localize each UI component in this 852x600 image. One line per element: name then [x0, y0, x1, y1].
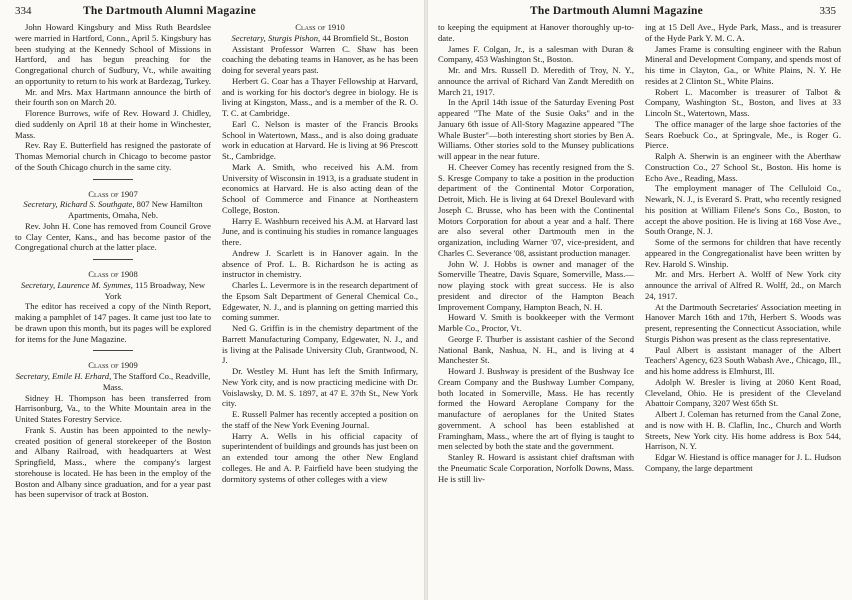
class-heading: Class of 1907	[88, 188, 138, 199]
paragraph: George F. Thurber is assistant cashier of the Second National Bank, Nashua, N. H., and is living at 4 Manchester St.	[438, 333, 634, 366]
secretary-address: 807 New Hamilton Apartments, Omaha, Neb.	[68, 199, 203, 220]
paragraph: Earl C. Nelson is master of the Francis Brooks School in Watertown, Mass., and is also doing graduate work in education at Harvard. He is living at 96 Prescott St., Cambridge.	[222, 118, 418, 161]
paragraph: H. Cheever Comey has recently resigned from the S. S. Kresge Company to take a position in the production department of the Continental Motor Corporation, Detroit, Mich. He is living at 64 Drexel Boulevard with Joseph C. Brusse, who has been with the Continental Motors Corporation for about a year and a half. There are also several other Dartmouth men in the organization, including Warner '07, vice-president, and Charles C. Severance '08, assistant production manager.	[438, 161, 634, 258]
paragraph: Harry A. Wells in his official capacity of superintendent of buildings and grounds has just been on an extended tour among the other New England colleges. He and A. P. Fairfield have been studying the dormitory systems of other colleges with a view	[222, 430, 418, 484]
class-secretary	[222, 33, 418, 44]
secretary-role: Secretary,	[15, 371, 50, 381]
divider	[93, 179, 133, 180]
paragraph: Andrew J. Scarlett is in Hanover again. In the absence of Prof. L. B. Richardson he is acting as instructor in chemistry.	[222, 247, 418, 280]
paragraph: to keeping the equipment at Hanover thoroughly up-to-date.	[438, 22, 634, 43]
paragraph: The editor has received a copy of the Ninth Report, making a pamphlet of 147 pages. It came just too late to be drawn upon this month, but its pages will be explored for items for the June Magazine.	[15, 301, 211, 344]
paragraph: Edgar W. Hiestand is office manager for J. L. Hudson Company, the large department	[645, 452, 841, 473]
paragraph: The office manager of the large shoe factories of the Sears Roebuck Co., at Springvale, Me., is Roger G. Pierce.	[645, 118, 841, 151]
paragraph: In the April 14th issue of the Saturday Evening Post appeared "The Mate of the Susie Oaks" and in the January 6th issue of All-Story Magazine appeared "The Whale Buster"—both interesting short stories by Ben A. Williams. Other stories sold to the Munsey publications will appear in the near future.	[438, 97, 634, 161]
secretary-name: Emile H. Erhard,	[52, 371, 112, 381]
paragraph: Frank S. Austin has been appointed to the newly-created position of general storekeeper of the Boston and Albany Railroad, with headquarters at West Springfield, Mass., where the company's largest storehouse is located. He has been in the employ of the Boston and Albany since graduation, and for a year past has been supervisor of track at Boston.	[15, 424, 211, 500]
paragraph: The employment manager of The Celluloid Co., Newark, N. J., is Everard S. Pratt, who recently resigned his position at William Filene's Sons Co., Boston, to accept the above position. He is living at 168 Vose Ave., South Orange, N. J.	[645, 183, 841, 237]
secretary-address: 44 Bromfield St., Boston	[322, 32, 409, 43]
right-page	[428, 0, 852, 600]
paragraph: Some of the sermons for children that have recently appeared in the Congregationalist have been written by Rev. Harold S. Winship.	[645, 237, 841, 269]
paragraph: Ned G. Griffin is in the chemistry department of the Barrett Manufacturing Company, Edgewater, N. J., and is living at the Palisade University Club, Grantwood, N. J.	[222, 323, 418, 366]
paragraph: Rev. Ray E. Butterfield has resigned the pastorate of Thomas Memorial church in Chicago to become pastor of the South Chicago church in the same city.	[15, 140, 211, 172]
paragraph: John W. J. Hobbs is owner and manager of the Somerville Theatre, Davis Square, Somerville, Mass.—now playing stock with great success. He is also president and director of the Hampton Beach Improvement Company, Hampton Beach, N. H.	[438, 258, 634, 312]
running-head-left	[15, 5, 414, 19]
magazine-title: The Dartmouth Alumni Magazine	[83, 5, 256, 17]
paragraph: Assistant Professor Warren C. Shaw has been coaching the debating teams in Hanover, as he has been doing for several years past.	[222, 43, 418, 75]
secretary-address: 115 Broadway, New York	[104, 279, 206, 301]
right-column-2	[645, 22, 841, 598]
divider	[93, 350, 133, 351]
paragraph: Mr. and Mrs. Max Hartmann announce the birth of their fourth son on March 20.	[15, 86, 211, 108]
class-secretary	[15, 199, 211, 221]
paragraph: Sidney H. Thompson has been transferred from Harrisonburg, Va., to the White Mountain area in the United States Forestry Service.	[15, 392, 211, 424]
left-page	[0, 0, 424, 600]
secretary-name: Richard S. Southgate,	[59, 199, 135, 210]
paragraph: Herbert G. Coar has a Thayer Fellowship at Harvard, and is working for his doctor's degree in biology. He is living at Kingston, Mass., and is a member of the R. O. T. C. at Cambridge.	[222, 75, 418, 118]
divider	[93, 259, 133, 260]
paragraph: Charles L. Levermore is in the research department of the Epsom Salt Department of General Chemical Co., Edgewater, N. J., and is planning on getting married this coming summer.	[222, 280, 418, 323]
paragraph: Florence Burrows, wife of Rev. Howard J. Chidley, died suddenly on April 18 at their home in Winchester, Mass.	[15, 108, 211, 140]
right-column-1	[438, 22, 634, 598]
class-secretary	[15, 280, 211, 302]
paragraph: James Frame is consulting engineer with the Rabun Mineral and Development Company, and spends most of his time in Clayton, Ga., or White Plains, N. Y. He resides at 2 Clinton St., White Plains.	[645, 43, 841, 86]
running-head-right	[438, 5, 836, 19]
paragraph: Mark A. Smith, who received his A.M. from University of Wisconsin in 1913, is a graduate student in economics at Harvard. He is also acting dean of the School of Commerce and Finance at Northeastern College, Boston.	[222, 161, 418, 215]
secretary-name: Laurence M. Symmes,	[57, 279, 133, 290]
paragraph: Dr. Westley M. Hunt has left the Smith Infirmary, New York city, and is now practicing medicine with Dr. Voislawsky, D. M. S. 1897, at 47 E. 37th St., New York city.	[222, 366, 418, 409]
paragraph: James F. Colgan, Jr., is a salesman with Duran & Company, 453 Washington St., Boston.	[438, 43, 634, 65]
class-secretary	[15, 371, 211, 393]
paragraph: Stanley R. Howard is assistant chief draftsman with the Pneumatic Scale Corporation, Norfolk Downs, Mass. He is still liv-	[438, 452, 634, 484]
paragraph: Mr. and Mrs. Herbert A. Wolff of New York city announce the arrival of Alfred R. Wolff, 2d., on March 24, 1917.	[645, 269, 841, 301]
secretary-role: Secretary,	[23, 199, 58, 210]
magazine-title: The Dartmouth Alumni Magazine	[530, 5, 703, 17]
paragraph: Paul Albert is assistant manager of the Albert Teachers' Agency, 623 South Wabash Ave., Chicago, Ill., and his home address is Elmhurst, Ill.	[645, 344, 841, 376]
paragraph: E. Russell Palmer has recently accepted a position on the staff of the New York Evening Journal.	[222, 409, 418, 430]
paragraph: At the Dartmouth Secretaries' Association meeting in Hanover March 16th and 17th, Herbert S. Woods was present, representing the Connecticut Association, while Sturgis Pishon was present as the class representative.	[645, 301, 841, 344]
paragraph: Rev. John H. Cone has removed from Council Grove to Clay Center, Kans., and has become pastor of the Congregational church at the latter place.	[15, 220, 211, 253]
paragraph: Howard V. Smith is bookkeeper with the Vermont Marble Co., Proctor, Vt.	[438, 312, 634, 333]
secretary-address: The Stafford Co., Readville, Mass.	[102, 371, 211, 392]
class-heading: Class of 1910	[295, 22, 345, 32]
paragraph: Adolph W. Bresler is living at 2060 Kent Road, Cleveland, Ohio. He is president of the Cleveland Abattoir Company, 3207 West 65th St.	[645, 376, 841, 409]
paragraph: Ralph A. Sherwin is an engineer with the Aberthaw Construction Co., 27 School St., Boston. His home is Echo Ave., Reading, Mass.	[645, 151, 841, 183]
secretary-name: Sturgis Pishon,	[267, 32, 321, 43]
class-heading: Class of 1908	[88, 269, 138, 279]
paragraph: Harry E. Washburn received his A.M. at Harvard last June, and is continuing his studies in romance languages there.	[222, 215, 418, 247]
paragraph: Albert J. Coleman has returned from the Canal Zone, and is now with H. B. Claflin, Inc., Church and Worth Streets, New York city. His home address is Box 544, Harrison, N. Y.	[645, 409, 841, 452]
secretary-role: Secretary,	[20, 279, 56, 290]
page-number: 334	[15, 5, 32, 17]
secretary-role: Secretary,	[231, 32, 266, 43]
paragraph: Mr. and Mrs. Russell D. Meredith of Troy, N. Y., announce the arrival of Richard Van Zandt Meredith on March 21, 1917.	[438, 65, 634, 97]
class-heading: Class of 1909	[88, 360, 138, 371]
paragraph: Howard J. Bushway is president of the Bushway Ice Cream Company and the Bushway Lumber Company, both located in Somerville, Mass. He has recently formed the Howard Aeroplane Company for the manufacture of aeroplanes for the United States government. A school has been established at Framingham, Mass., where the art of flying is taught to men selected by both the state and the government.	[438, 366, 634, 452]
left-column-1	[15, 22, 211, 598]
page-number: 335	[819, 5, 836, 17]
paragraph: John Howard Kingsbury and Miss Ruth Beardslee were married in Hartford, Conn., April 5. Kingsbury has been studying at the Kennedy School of Missions in Hartford, and has begun preaching for the Congregational church of Sudbury, Vt., while awaiting an opportunity to return to his work at Bardezag, Turkey.	[15, 22, 211, 86]
left-column-2	[222, 22, 418, 598]
paragraph: ing at 15 Dell Ave., Hyde Park, Mass., and is treasurer of the Hyde Park Y. M. C. A.	[645, 22, 841, 43]
paragraph: Robert L. Macomber is treasurer of Talbot & Company, Washington St., Boston, and lives at 33 Lincoln St., Watertown, Mass.	[645, 86, 841, 118]
